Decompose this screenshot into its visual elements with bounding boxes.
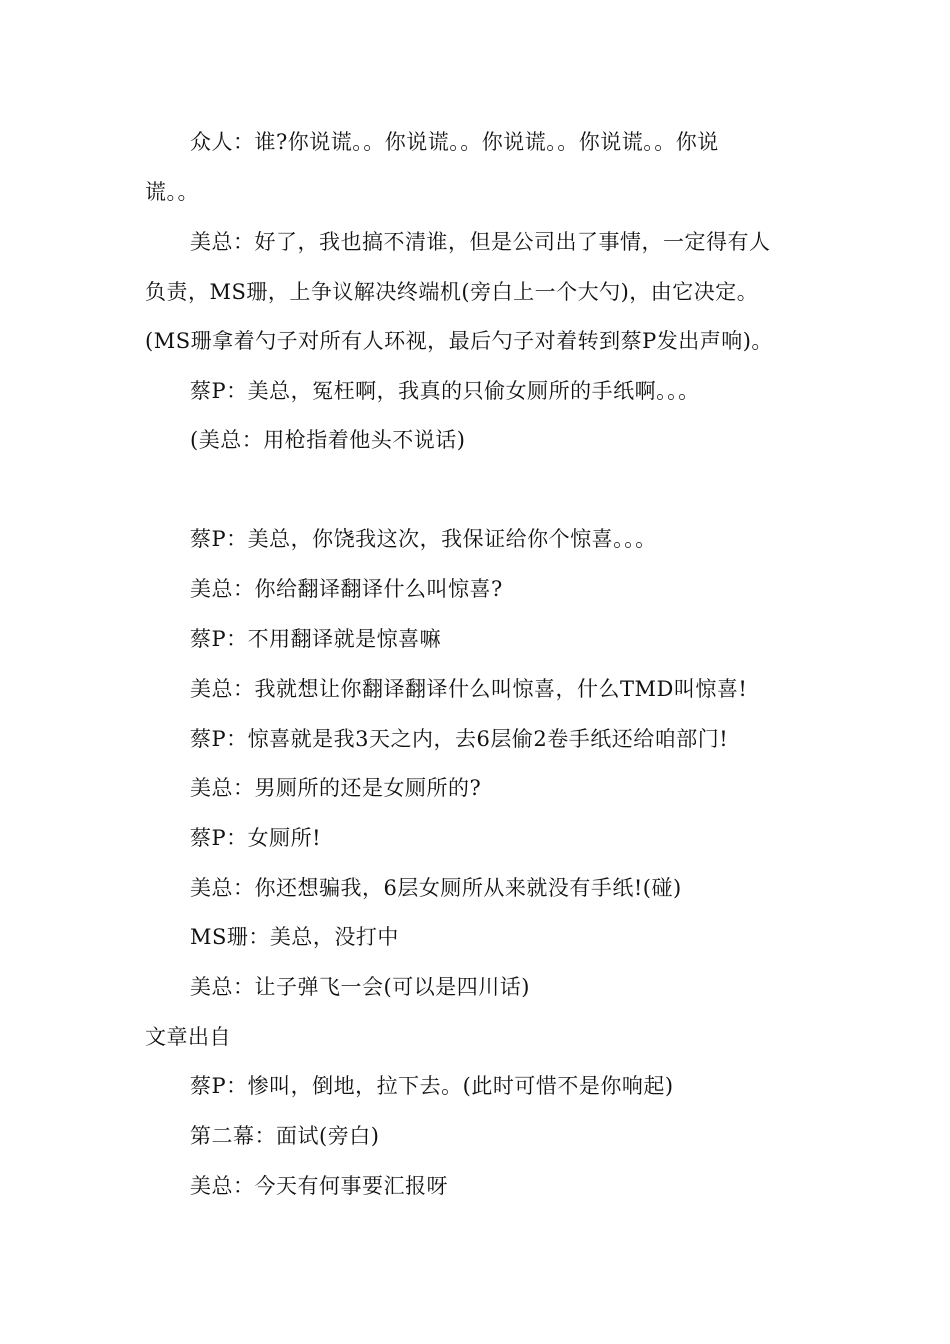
script-line: 美总：你还想骗我，6层女厕所从来就没有手纸!(碰) xyxy=(190,876,682,900)
script-line: 蔡P：美总，冤枉啊，我真的只偷女厕所的手纸啊。。。 xyxy=(190,379,700,403)
script-line: 众人：谁?你说谎。。你说谎。。你说谎。。你说谎。。你说 xyxy=(190,130,719,154)
script-line: 蔡P：女厕所! xyxy=(190,826,322,850)
script-line: 蔡P：不用翻译就是惊喜嘛 xyxy=(190,627,442,651)
script-line: 文章出自 xyxy=(145,1025,231,1049)
script-line: 美总：男厕所的还是女厕所的? xyxy=(190,776,482,800)
script-line: 美总：你给翻译翻译什么叫惊喜? xyxy=(190,577,503,601)
script-line: 美总：今天有何事要汇报呀 xyxy=(190,1174,448,1198)
script-line: 蔡P：惨叫，倒地，拉下去。(此时可惜不是你响起) xyxy=(190,1074,674,1098)
script-line: 蔡P：美总，你饶我这次，我保证给你个惊喜。。。 xyxy=(190,527,657,551)
script-line: MS珊：美总，没打中 xyxy=(190,925,399,949)
script-line: 美总：我就想让你翻译翻译什么叫惊喜，什么TMD叫惊喜! xyxy=(190,677,748,701)
script-line: 负责，MS珊，上争议解决终端机(旁白上一个大勺)，由它决定。 xyxy=(145,280,759,304)
script-line: 美总：让子弹飞一会(可以是四川话) xyxy=(190,975,530,999)
script-line: 谎。。 xyxy=(145,180,199,204)
script-line: (MS珊拿着勺子对所有人环视，最后勺子对着转到蔡P发出声响)。 xyxy=(145,329,773,353)
script-line: (美总：用枪指着他头不说话) xyxy=(190,428,466,452)
script-line: 蔡P：惊喜就是我3天之内，去6层偷2卷手纸还给咱部门! xyxy=(190,727,729,751)
script-line: 美总：好了，我也搞不清谁，但是公司出了事情，一定得有人 xyxy=(190,230,771,254)
script-line: 第二幕：面试(旁白) xyxy=(190,1124,380,1148)
